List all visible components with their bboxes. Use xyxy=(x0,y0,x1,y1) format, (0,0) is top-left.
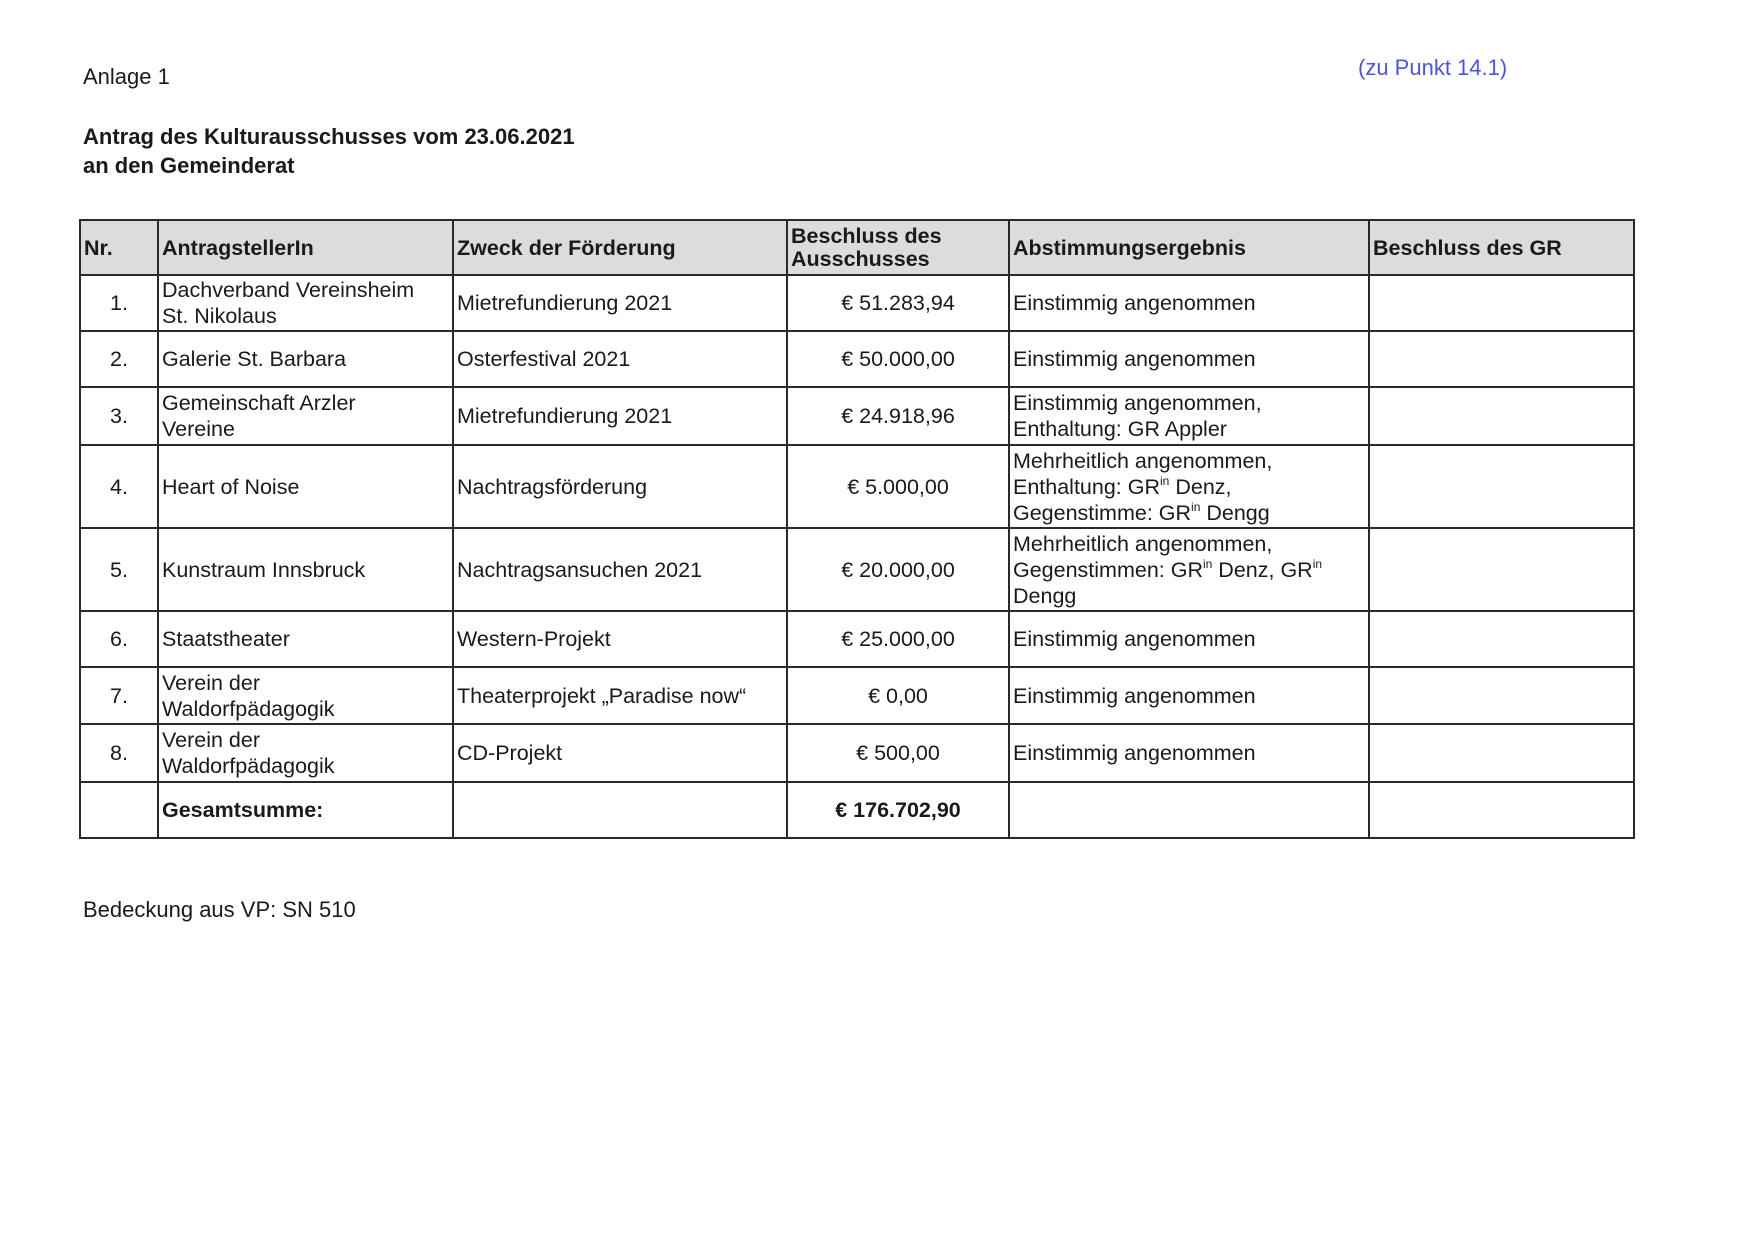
vote-text: Denz, GR xyxy=(1212,557,1313,582)
cell-council-decision xyxy=(1369,724,1634,782)
cell-amount: € 51.283,94 xyxy=(787,275,1009,331)
vote-line: Dengg xyxy=(1013,583,1077,608)
cell-amount: € 50.000,00 xyxy=(787,331,1009,387)
total-row xyxy=(80,782,1634,838)
cell-council-decision xyxy=(1369,611,1634,667)
vote-line: Einstimmig angenommen, xyxy=(1013,391,1262,415)
table-row xyxy=(80,528,1634,611)
vote-line: Mehrheitlich angenommen, xyxy=(1013,531,1273,556)
cell-council-decision-empty xyxy=(1369,782,1634,838)
cell-applicant xyxy=(158,667,453,724)
vote-text: Gegenstimme: GR xyxy=(1013,500,1192,525)
cell-amount: € 0,00 xyxy=(787,667,1009,724)
table-header-row xyxy=(80,220,1634,275)
cell-vote: Einstimmig angenommen xyxy=(1009,611,1369,667)
table-row xyxy=(80,275,1634,331)
cell-vote: Einstimmig angenommen xyxy=(1009,331,1369,387)
cell-nr: 7. xyxy=(80,667,158,724)
cell-vote-empty xyxy=(1009,782,1369,838)
col-header-vote-result: Abstimmungsergebnis xyxy=(1009,220,1369,275)
cell-vote xyxy=(1009,387,1369,445)
cell-applicant xyxy=(158,724,453,782)
cell-applicant: Staatstheater xyxy=(158,611,453,667)
cell-council-decision xyxy=(1369,445,1634,528)
grants-table xyxy=(79,219,1635,839)
vote-line: Mehrheitlich angenommen, xyxy=(1013,448,1273,473)
vote-line xyxy=(1013,500,1365,526)
cell-amount: € 5.000,00 xyxy=(787,445,1009,528)
cell-amount: € 25.000,00 xyxy=(787,611,1009,667)
cell-applicant: Galerie St. Barbara xyxy=(158,331,453,387)
vote-line xyxy=(1013,474,1365,500)
cell-amount: € 500,00 xyxy=(787,724,1009,782)
coverage-note: Bedeckung aus VP: SN 510 xyxy=(83,897,356,922)
cell-nr-empty xyxy=(80,782,158,838)
applicant-line: St. Nikolaus xyxy=(162,304,277,328)
applicant-line: Gemeinschaft Arzler xyxy=(162,391,356,415)
cell-applicant xyxy=(158,275,453,331)
cell-vote xyxy=(1009,528,1369,611)
table-row xyxy=(80,611,1634,667)
title-line-2: an den Gemeinderat xyxy=(83,153,295,178)
cell-vote: Einstimmig angenommen xyxy=(1009,724,1369,782)
applicant-line: Dachverband Vereinsheim xyxy=(162,278,415,302)
table-row xyxy=(80,724,1634,782)
cell-nr: 8. xyxy=(80,724,158,782)
cell-purpose: Osterfestival 2021 xyxy=(453,331,787,387)
cell-nr: 1. xyxy=(80,275,158,331)
col-header-nr: Nr. xyxy=(80,220,158,275)
vote-superscript: in xyxy=(1160,473,1170,488)
cell-nr: 2. xyxy=(80,331,158,387)
cell-purpose-empty xyxy=(453,782,787,838)
cell-amount: € 24.918,96 xyxy=(787,387,1009,445)
cell-council-decision xyxy=(1369,387,1634,445)
table-row xyxy=(80,445,1634,528)
vote-superscript: in xyxy=(1202,556,1213,571)
cell-purpose: Mietrefundierung 2021 xyxy=(453,387,787,445)
title-line-1: Antrag des Kulturausschusses vom 23.06.2021 xyxy=(83,124,575,149)
cell-nr: 4. xyxy=(80,445,158,528)
cell-purpose: Theaterprojekt „Paradise now“ xyxy=(453,667,787,724)
vote-superscript: in xyxy=(1191,499,1201,514)
cell-council-decision xyxy=(1369,331,1634,387)
vote-text: Gegenstimmen: GR xyxy=(1013,557,1203,582)
col-header-committee-decision: Beschluss des Ausschusses xyxy=(787,220,1009,275)
cell-nr: 6. xyxy=(80,611,158,667)
cell-applicant xyxy=(158,387,453,445)
vote-line: Enthaltung: GR Appler xyxy=(1013,417,1227,441)
cell-purpose: CD-Projekt xyxy=(453,724,787,782)
vote-text: Dengg xyxy=(1200,500,1270,525)
applicant-line: Verein der xyxy=(162,728,261,752)
col-header-council-decision: Beschluss des GR xyxy=(1369,220,1634,275)
col-header-applicant: AntragstellerIn xyxy=(158,220,453,275)
cell-amount: € 20.000,00 xyxy=(787,528,1009,611)
cell-applicant: Heart of Noise xyxy=(158,445,453,528)
applicant-line: Waldorfpädagogik xyxy=(162,696,335,721)
cell-vote xyxy=(1009,445,1369,528)
applicant-line: Waldorfpädagogik xyxy=(162,754,335,778)
attachment-label: Anlage 1 xyxy=(83,64,170,89)
vote-text: Enthaltung: GR xyxy=(1013,474,1161,499)
document-title xyxy=(83,122,575,180)
cell-purpose: Western-Projekt xyxy=(453,611,787,667)
cell-council-decision xyxy=(1369,667,1634,724)
cell-purpose: Nachtragsförderung xyxy=(453,445,787,528)
cell-applicant: Kunstraum Innsbruck xyxy=(158,528,453,611)
cell-vote: Einstimmig angenommen xyxy=(1009,275,1369,331)
table-row xyxy=(80,667,1634,724)
agenda-reference: (zu Punkt 14.1) xyxy=(1358,55,1508,80)
total-amount: € 176.702,90 xyxy=(787,782,1009,838)
cell-council-decision xyxy=(1369,275,1634,331)
applicant-line: Verein der xyxy=(162,670,261,695)
total-label: Gesamtsumme: xyxy=(158,782,453,838)
cell-council-decision xyxy=(1369,528,1634,611)
table-row xyxy=(80,387,1634,445)
cell-vote: Einstimmig angenommen xyxy=(1009,667,1369,724)
applicant-line: Vereine xyxy=(162,417,235,441)
cell-nr: 3. xyxy=(80,387,158,445)
cell-purpose: Nachtragsansuchen 2021 xyxy=(453,528,787,611)
vote-text: Denz, xyxy=(1169,474,1232,499)
table-row xyxy=(80,331,1634,387)
cell-nr: 5. xyxy=(80,528,158,611)
col-header-purpose: Zweck der Förderung xyxy=(453,220,787,275)
vote-line xyxy=(1013,557,1365,583)
cell-purpose: Mietrefundierung 2021 xyxy=(453,275,787,331)
vote-superscript: in xyxy=(1312,556,1323,571)
